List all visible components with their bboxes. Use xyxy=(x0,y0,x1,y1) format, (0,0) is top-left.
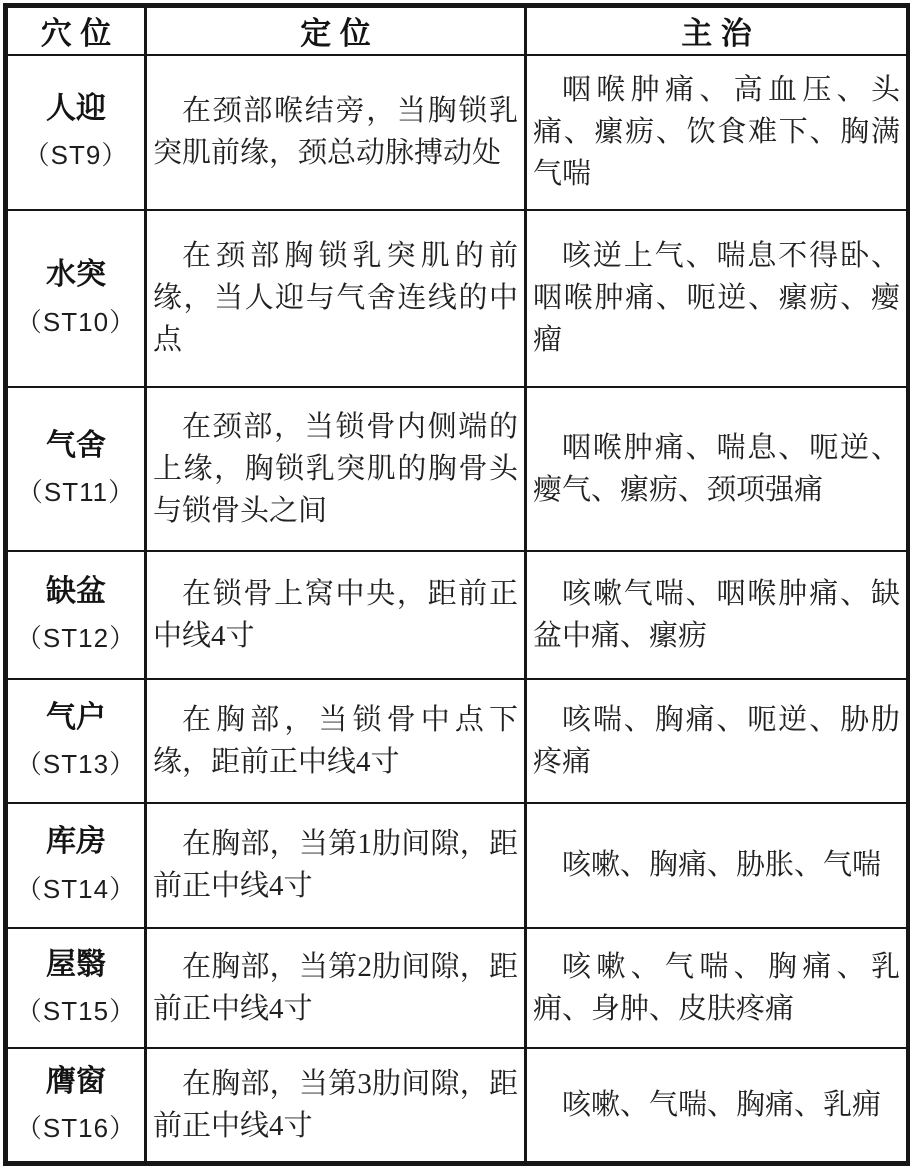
indications-text: 咽喉肿痛、喘息、呃逆、瘿气、瘰疬、颈项强痛 xyxy=(533,432,900,507)
indications-text: 咳嗽、气喘、胸痛、乳痈 xyxy=(562,1088,882,1121)
location-cell xyxy=(146,803,526,929)
table-row xyxy=(6,928,909,1048)
acupoint-cell xyxy=(6,387,146,551)
location-text: 在胸部，当第1肋间隙，距前正中线4寸 xyxy=(153,828,518,903)
location-text: 在锁骨上窝中央，距前正中线4寸 xyxy=(153,578,518,653)
location-cell xyxy=(146,387,526,551)
indications-text: 咳嗽、气喘、胸痛、乳痈、身肿、皮肤疼痛 xyxy=(533,951,900,1026)
indications-text: 咳嗽气喘、咽喉肿痛、缺盆中痛、瘰疬 xyxy=(533,578,900,653)
acupoint-code: （ST9） xyxy=(23,140,129,171)
table-row xyxy=(6,551,909,679)
acupoint-code: （ST11） xyxy=(16,477,136,508)
acupoint-code: （ST15） xyxy=(15,996,137,1027)
indications-text: 咽喉肿痛、高血压、头痛、瘰疬、饮食难下、胸满气喘 xyxy=(533,74,900,191)
indications-cell xyxy=(526,210,909,387)
table-header-row xyxy=(6,6,909,55)
acupoint-code: （ST14） xyxy=(15,873,137,904)
indications-text: 咳喘、胸痛、呃逆、胁肋疼痛 xyxy=(533,703,900,778)
location-cell xyxy=(146,210,526,387)
acupoint-cell xyxy=(6,551,146,679)
indications-cell xyxy=(526,387,909,551)
acupoint-cell xyxy=(6,1048,146,1164)
table-row xyxy=(6,55,909,210)
location-cell xyxy=(146,1048,526,1164)
indications-cell xyxy=(526,928,909,1048)
acupoint-name: 缺盆 xyxy=(46,574,106,608)
indications-cell xyxy=(526,551,909,679)
acupoint-table xyxy=(3,3,910,1166)
table-row xyxy=(6,803,909,929)
acupoint-cell xyxy=(6,928,146,1048)
indications-cell xyxy=(526,55,909,210)
column-header-indications: 主 治 xyxy=(526,6,909,55)
location-text: 在胸部，当第3肋间隙，距前正中线4寸 xyxy=(153,1067,518,1142)
table-row xyxy=(6,679,909,803)
acupoint-name: 膺窗 xyxy=(46,1064,106,1098)
indications-cell xyxy=(526,1048,909,1164)
indications-cell xyxy=(526,679,909,803)
column-header-location: 定 位 xyxy=(146,6,526,55)
indications-text: 咳逆上气、喘息不得卧、咽喉肿痛、呃逆、瘰疬、瘿瘤 xyxy=(533,240,900,357)
acupoint-cell xyxy=(6,803,146,929)
acupoint-name: 库房 xyxy=(46,825,106,859)
location-text: 在胸部，当锁骨中点下缘，距前正中线4寸 xyxy=(153,703,518,778)
location-cell xyxy=(146,679,526,803)
location-text: 在胸部，当第2肋间隙，距前正中线4寸 xyxy=(153,951,518,1026)
acupoint-code: （ST10） xyxy=(15,306,137,337)
location-cell xyxy=(146,928,526,1048)
table-row xyxy=(6,210,909,387)
acupoint-cell xyxy=(6,55,146,210)
acupoint-code: （ST16） xyxy=(15,1113,137,1144)
table-row xyxy=(6,1048,909,1164)
location-text: 在颈部，当锁骨内侧端的上缘，胸锁乳突肌的胸骨头与锁骨头之间 xyxy=(153,411,518,528)
column-header-acupoint: 穴 位 xyxy=(6,6,146,55)
location-text: 在颈部胸锁乳突肌的前缘，当人迎与气舍连线的中点 xyxy=(153,240,518,357)
location-text: 在颈部喉结旁，当胸锁乳突肌前缘，颈总动脉搏动处 xyxy=(153,95,518,170)
acupoint-name: 气舍 xyxy=(46,428,106,462)
location-cell xyxy=(146,551,526,679)
acupoint-code: （ST12） xyxy=(15,623,137,654)
acupoint-code: （ST13） xyxy=(15,749,137,780)
indications-cell xyxy=(526,803,909,929)
indications-text: 咳嗽、胸痛、胁胀、气喘 xyxy=(562,849,882,882)
acupoint-name: 屋翳 xyxy=(46,947,106,981)
acupoint-name: 人迎 xyxy=(46,91,106,125)
location-cell xyxy=(146,55,526,210)
acupoint-cell xyxy=(6,210,146,387)
acupoint-name: 气户 xyxy=(46,700,106,734)
acupoint-name: 水突 xyxy=(46,258,106,292)
acupoint-cell xyxy=(6,679,146,803)
table-row xyxy=(6,387,909,551)
